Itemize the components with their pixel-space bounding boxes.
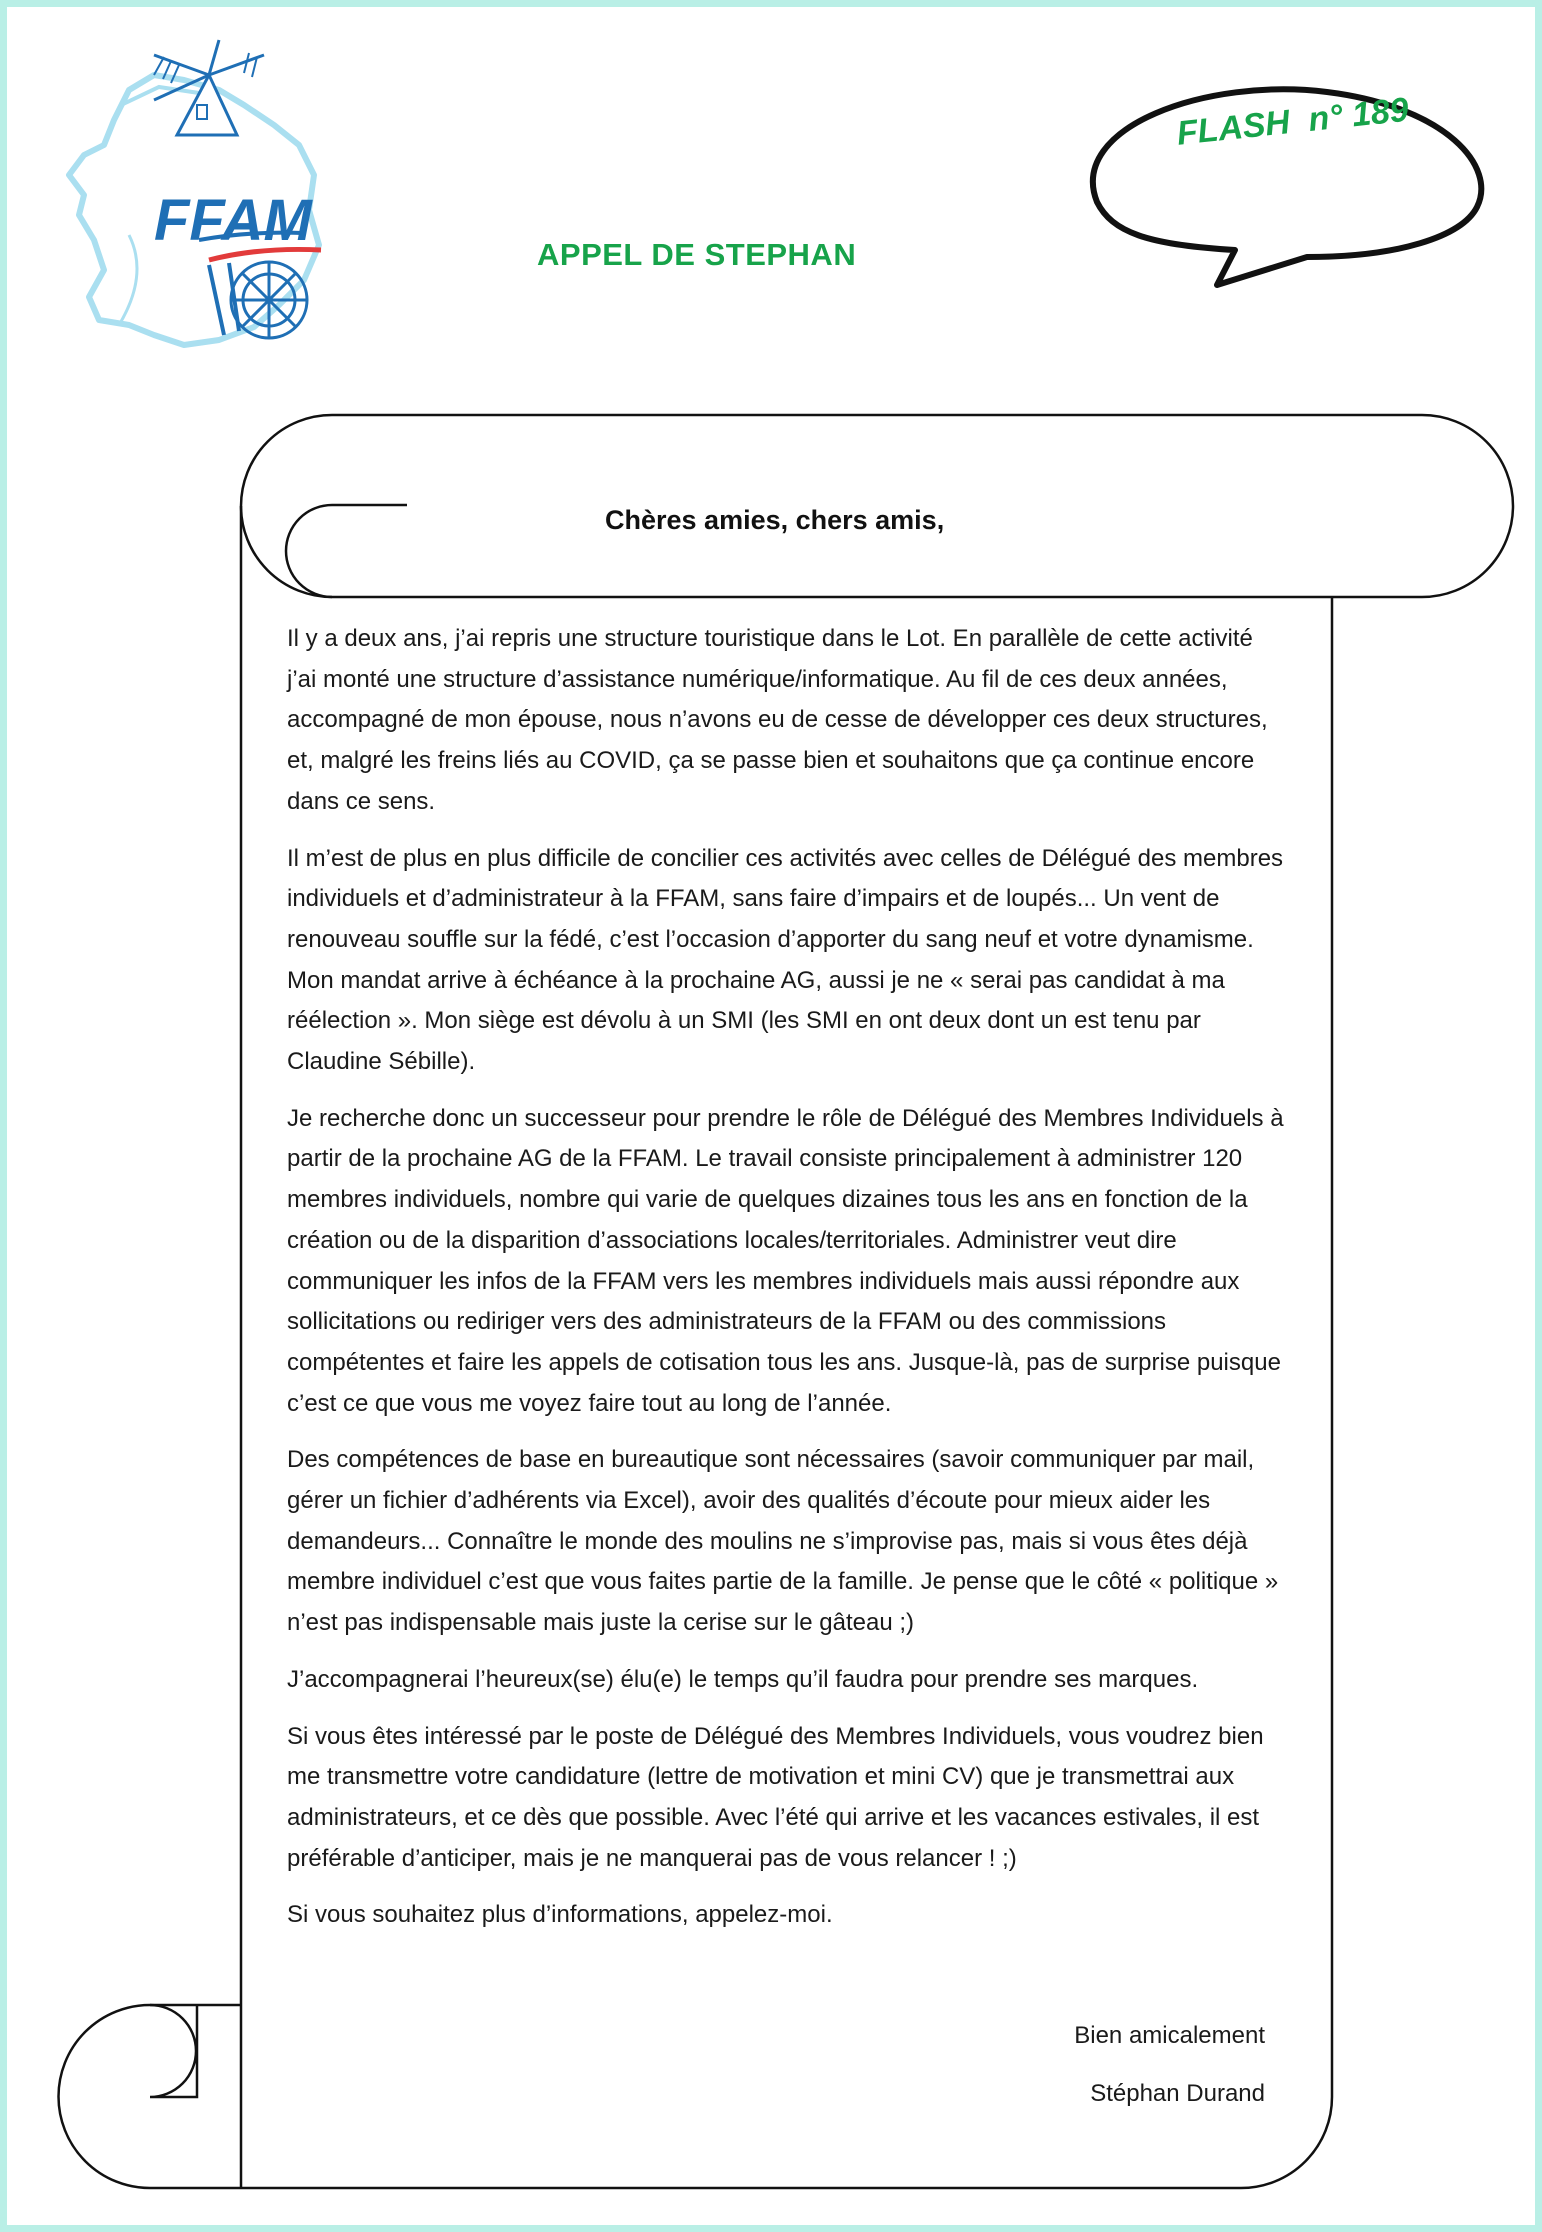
page-title: APPEL DE STEPHAN bbox=[537, 237, 857, 272]
letter-paragraph: Je recherche donc un successeur pour prendre le rôle de Délégué des Membres Individuels à partir de la prochaine AG de la FFAM. Le travail consiste principalement à administrer 120 membres individuels, nombre qui varie de quelques dizaines tous les ans en fonction de la création ou de la disparition d’associations locales/territoriales. Administrer veut dire communiquer les infos de la FFAM vers les membres individuels mais aussi répondre aux sollicitations ou rediriger vers des administrateurs de la FFAM ou des commissions compétentes et faire les appels de cotisation tous les ans. Jusque-là, pas de surprise puisque c’est ce que vous me voyez faire tout au long de l’année. bbox=[287, 1104, 1284, 1417]
letter-paragraph: Il m’est de plus en plus difficile de concilier ces activités avec celles de Délégué des membres individuels et d’administrateur à la FFAM, sans faire d’impairs et de loupés... Un vent de renouveau souffle sur la fédé, c’est l’occasion d’apporter du sang neuf et votre dynamisme. Mon mandat arrive à échéance à la prochaine AG, aussi je ne « serai pas candidat à ma réélection ». Mon siège est dévolu à un SMI (les SMI en ont deux dont un est tenu par Claudine Sébille). bbox=[287, 844, 1284, 1076]
flash-number: FLASH n° 189 bbox=[1175, 90, 1411, 153]
letter-paragraph: J’accompagnerai l’heureux(se) élu(e) le temps qu’il faudra pour prendre ses marques. bbox=[287, 1665, 1199, 1693]
letter-paragraph: Si vous souhaitez plus d’informations, appelez-moi. bbox=[287, 1901, 833, 1929]
letter-signature: Stéphan Durand bbox=[1090, 2080, 1265, 2107]
letter-greeting: Chères amies, chers amis, bbox=[605, 505, 945, 535]
letter-paragraph: Il y a deux ans, j’ai repris une structure touristique dans le Lot. En parallèle de cette activité j’ai monté une structure d’assistance numérique/informatique. Au fil de ces deux années, accompagné de mon épouse, nous n’avons eu de cesse de développer ces deux structures, et, malgré les freins liés au COVID, ça se passe bien et souhaitons que ça continue encore dans ce sens. bbox=[287, 625, 1268, 815]
ffam-logo-text: FFAM bbox=[154, 188, 312, 253]
letter-closing-block bbox=[1074, 2007, 1265, 2123]
letter-closing: Bien amicalement bbox=[1074, 2022, 1265, 2049]
letter-paragraph: Des compétences de base en bureautique sont nécessaires (savoir communiquer par mail, gérer un fichier d’adhérents via Excel), avoir des qualités d’écoute pour mieux aider les demandeurs... Connaître le monde des moulins ne s’improvise pas, mais si vous êtes déjà membre individuel c’est que vous faites partie de la famille. Je pense que le côté « politique » n’est pas indispensable mais juste la cerise sur le gâteau ;) bbox=[287, 1446, 1279, 1637]
letter-paragraph: Si vous êtes intéressé par le poste de Délégué des Membres Individuels, vous voudrez bien me transmettre votre candidature (lettre de motivation et mini CV) que je transmettrai aux administrateurs, et ce dès que possible. Avec l’été qui arrive et les vacances estivales, il est préférable d’anticiper, mais je ne manquerai pas de vous relancer ! ;) bbox=[287, 1722, 1264, 1872]
letter-body bbox=[287, 619, 1287, 1952]
